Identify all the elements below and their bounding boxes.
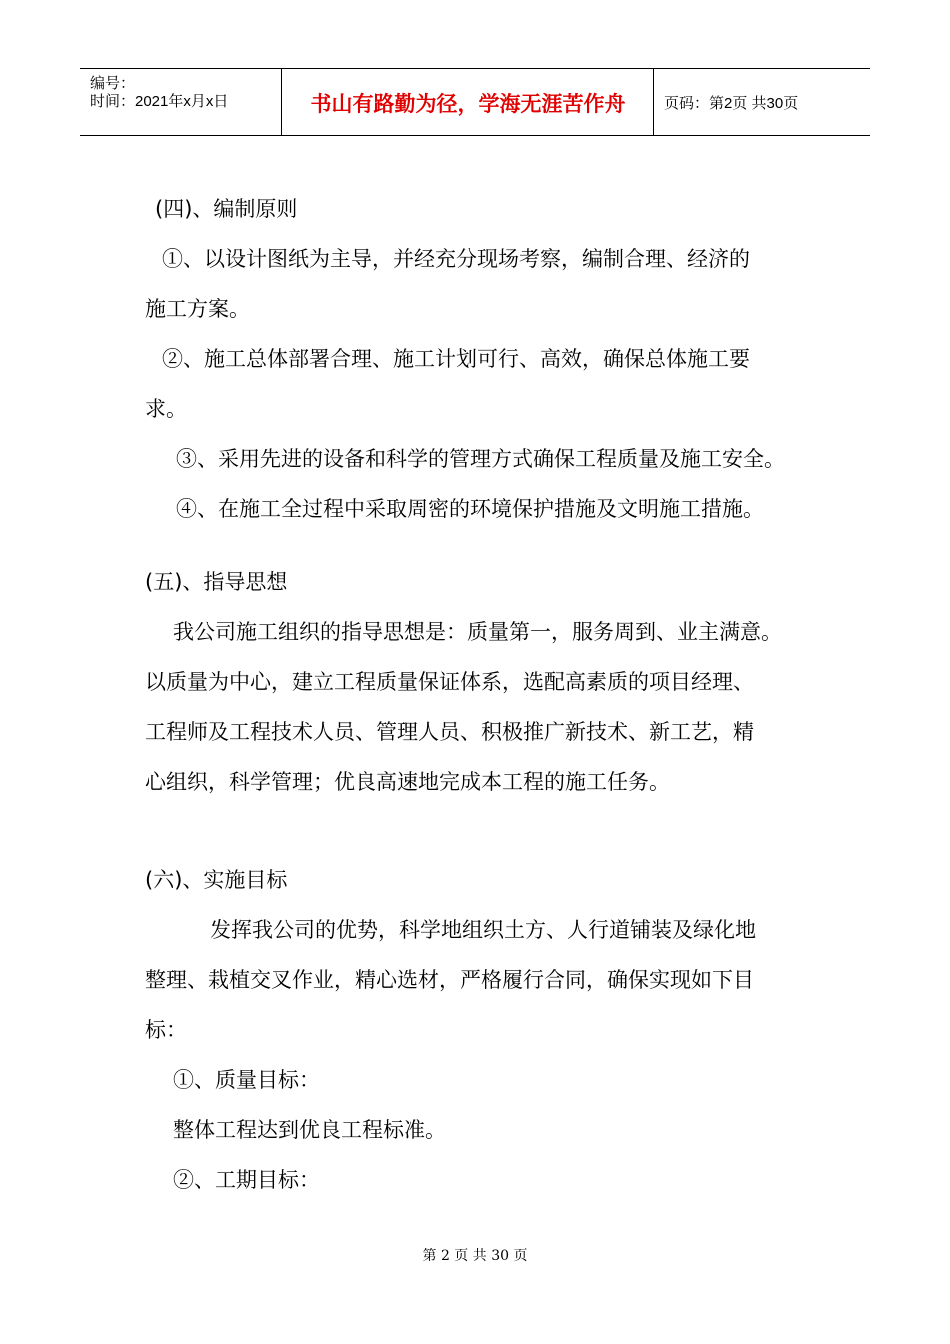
section-heading-targets: (六)、实施目标 xyxy=(145,868,288,892)
document-date-label: 时间：2021年x月x日 xyxy=(90,93,229,110)
principle-1-line-2: 施工方案。 xyxy=(145,297,250,321)
schedule-goal-title: ②、工期目标： xyxy=(173,1168,320,1192)
targets-paragraph-line-1: 发挥我公司的优势，科学地组织土方、人行道铺装及绿化地 xyxy=(210,918,756,942)
guiding-thought-line-4: 心组织，科学管理；优良高速地完成本工程的施工任务。 xyxy=(145,770,670,794)
quality-goal-text: 整体工程达到优良工程标准。 xyxy=(173,1118,446,1142)
principle-2-line-2: 求。 xyxy=(145,397,187,421)
guiding-thought-line-3: 工程师及工程技术人员、管理人员、积极推广新技术、新工艺，精 xyxy=(145,720,754,744)
document-number-label: 编号： xyxy=(90,75,136,92)
principle-3: ③、采用先进的设备和科学的管理方式确保工程质量及施工安全。 xyxy=(176,447,785,471)
document-header xyxy=(80,68,870,136)
header-motto-cell xyxy=(282,69,654,135)
quality-goal-title: ①、质量目标： xyxy=(173,1068,320,1092)
section-heading-guiding-thought: (五)、指导思想 xyxy=(145,570,288,594)
guiding-thought-line-2: 以质量为中心，建立工程质量保证体系，选配高素质的项目经理、 xyxy=(145,670,754,694)
header-page-cell xyxy=(654,69,870,135)
header-page-info: 页码：第2页 共30页 xyxy=(664,95,799,112)
targets-paragraph-line-3: 标： xyxy=(145,1018,187,1042)
section-heading-principles: (四)、编制原则 xyxy=(155,197,298,221)
principle-1-line-1: ①、以设计图纸为主导，并经充分现场考察，编制合理、经济的 xyxy=(162,247,750,271)
guiding-thought-line-1: 我公司施工组织的指导思想是：质量第一，服务周到、业主满意。 xyxy=(173,620,782,644)
page-footer: 第 2 页 共 30 页 xyxy=(422,1248,528,1264)
principle-2-line-1: ②、施工总体部署合理、施工计划可行、高效，确保总体施工要 xyxy=(162,347,750,371)
header-motto: 书山有路勤为径，学海无涯苦作舟 xyxy=(310,91,626,116)
header-meta-cell xyxy=(80,69,282,135)
principle-4: ④、在施工全过程中采取周密的环境保护措施及文明施工措施。 xyxy=(176,497,764,521)
targets-paragraph-line-2: 整理、栽植交叉作业，精心选材，严格履行合同，确保实现如下目 xyxy=(145,968,754,992)
